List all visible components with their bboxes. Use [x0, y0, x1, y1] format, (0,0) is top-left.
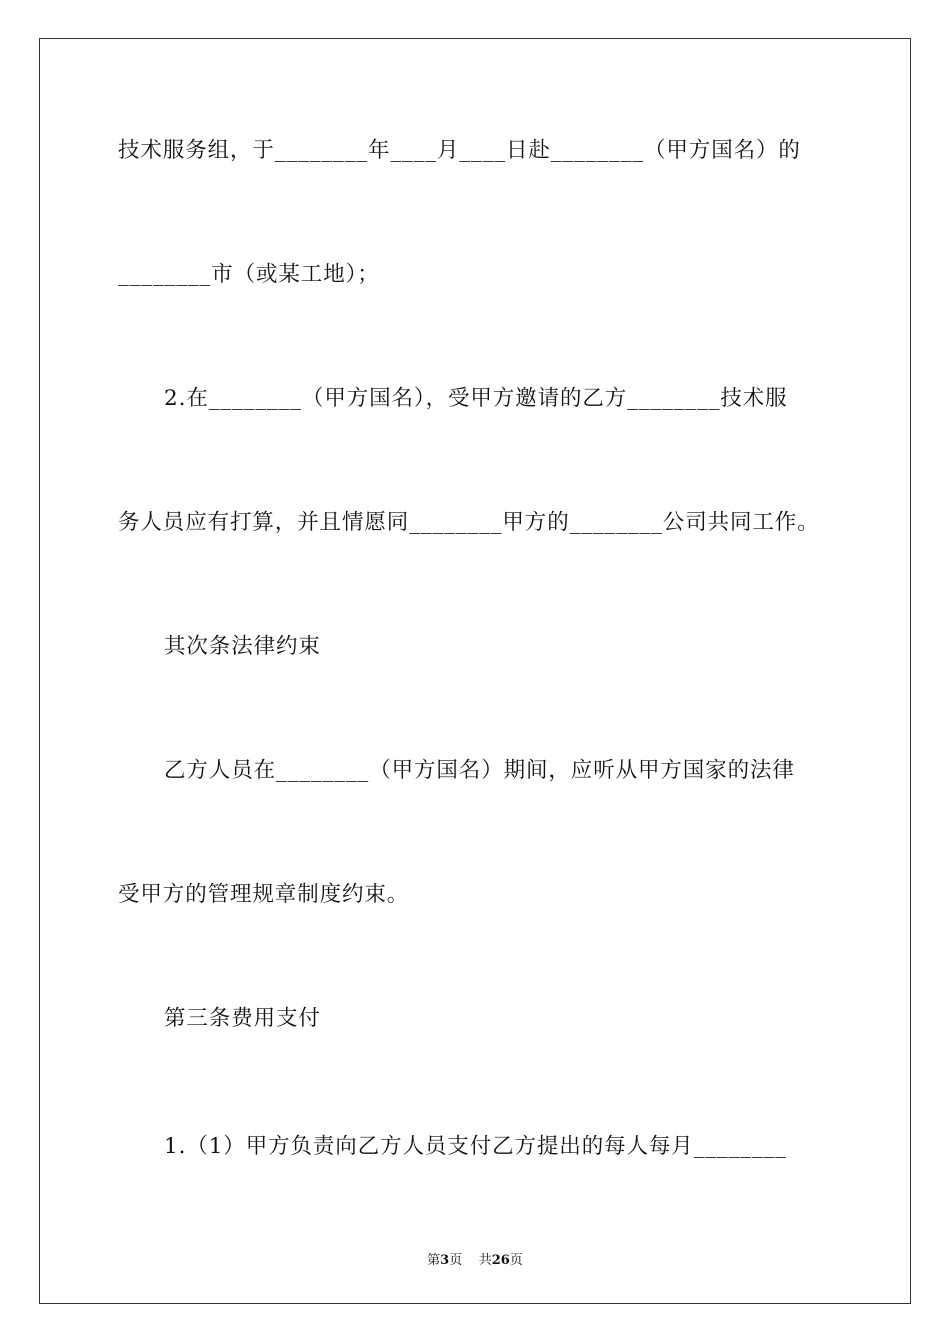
total-pages: 26 [491, 1253, 510, 1268]
page-footer [0, 1249, 950, 1268]
page-number: 3 [440, 1253, 450, 1268]
paragraph-line: 技术服务组，于________年____月____日赴________（甲方国名）的 [118, 138, 801, 163]
paragraph-line: 乙方人员在________（甲方国名）期间，应听从甲方国家的法律 [164, 758, 795, 783]
section-heading: 其次条法律约束 [164, 634, 321, 659]
paragraph-line: ________市（或某工地）； [118, 262, 380, 287]
page-prefix: 第 [427, 1253, 441, 1268]
paragraph-line: 受甲方的管理规章制度约束。 [118, 882, 410, 907]
total-prefix: 共 [478, 1253, 492, 1268]
page-border [39, 38, 911, 1304]
paragraph-line: 务人员应有打算，并且情愿同________甲方的________公司共同工作。 [118, 510, 820, 535]
total-suffix: 页 [509, 1253, 523, 1268]
section-heading: 第三条费用支付 [164, 1006, 321, 1031]
page-suffix: 页 [449, 1253, 463, 1268]
paragraph-line: 1.（1）甲方负责向乙方人员支付乙方提出的每人每月________ [164, 1134, 787, 1159]
paragraph-line: 2.在________（甲方国名），受甲方邀请的乙方________技术服 [164, 386, 788, 411]
